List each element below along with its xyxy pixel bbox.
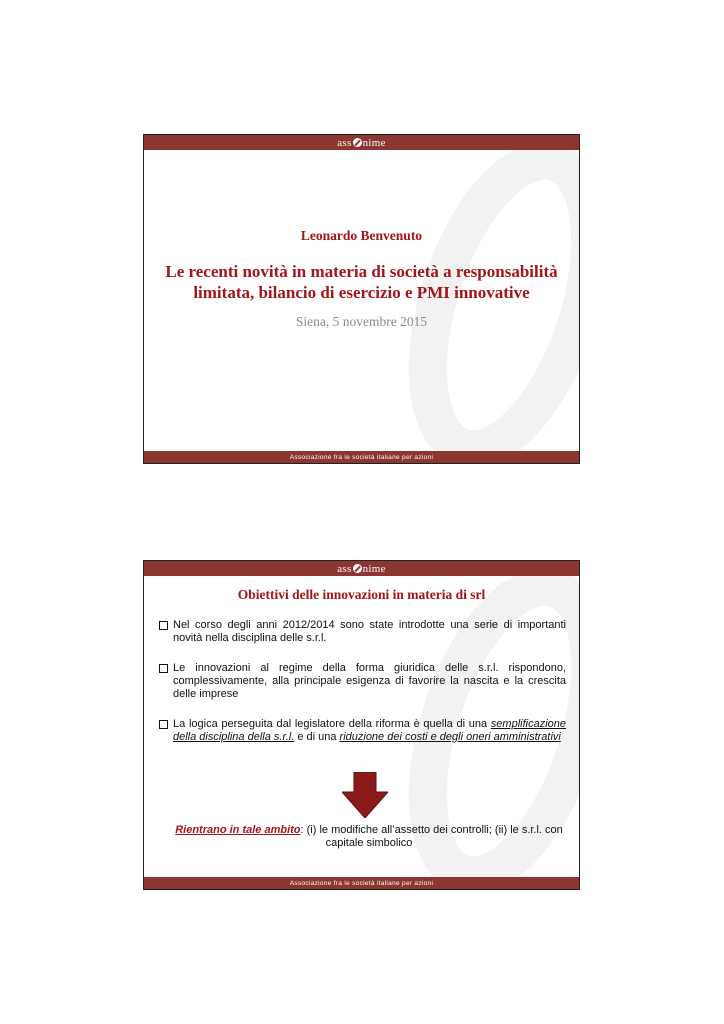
assonime-logo <box>337 563 386 575</box>
slide-2 <box>143 560 580 890</box>
logo-o-icon <box>353 564 362 573</box>
checkbox-bullet-icon <box>159 621 168 630</box>
list-item <box>159 619 566 645</box>
title-line-2: limitata, bilancio di esercizio e PMI innovative <box>193 283 530 302</box>
logo-text-right: nime <box>362 136 386 149</box>
bullet-text: e di una <box>294 731 340 743</box>
note-emphasis: Rientrano in tale ambito <box>175 824 301 836</box>
down-arrow-icon <box>342 772 388 818</box>
bullet-text: La logica perseguita dal legislatore della riforma è quella di una <box>173 718 491 730</box>
logo-o-icon <box>353 138 362 147</box>
bullet-text: Nel corso degli anni 2012/2014 sono state introdotte una serie di importanti novità nella disciplina delle s.r.l. <box>173 619 566 644</box>
logo-text-left: ass <box>337 562 352 575</box>
note-text: : (i) le modifiche all’assetto dei controlli; (ii) le s.r.l. con capitale simbolico <box>300 824 563 849</box>
slide-title: Obiettivi delle innovazioni in materia di srl <box>237 587 486 602</box>
presentation-title <box>154 261 569 303</box>
bullet-text: Le innovazioni al regime della forma giuridica delle s.r.l. rispondono, complessivamente, alla principale esigenza di favorire la nascita e la crescita delle imprese <box>173 662 566 700</box>
slide-header <box>144 135 579 150</box>
scope-note <box>174 824 564 850</box>
checkbox-bullet-icon <box>159 664 168 673</box>
list-item <box>159 662 566 701</box>
checkbox-bullet-icon <box>159 720 168 729</box>
title-line-1: Le recenti novità in materia di società a responsabilità <box>165 262 558 281</box>
underlined-phrase: semplificazione della disciplina della s.r.l. <box>173 718 566 743</box>
bullet-list <box>159 619 566 761</box>
slide-footer: Associazione fra le società italiane per azioni <box>144 877 579 889</box>
slide-header <box>144 561 579 576</box>
author-name: Leonardo Benvenuto <box>300 228 423 243</box>
list-item <box>159 718 566 744</box>
logo-text-right: nime <box>362 562 386 575</box>
slide-1 <box>143 134 580 464</box>
slide-footer: Associazione fra le società italiane per azioni <box>144 451 579 463</box>
underlined-phrase: riduzione dei costi e degli oneri amministrativi <box>339 731 561 743</box>
logo-text-left: ass <box>337 136 352 149</box>
place-date: Siena, 5 novembre 2015 <box>295 314 428 329</box>
assonime-logo <box>337 137 386 149</box>
